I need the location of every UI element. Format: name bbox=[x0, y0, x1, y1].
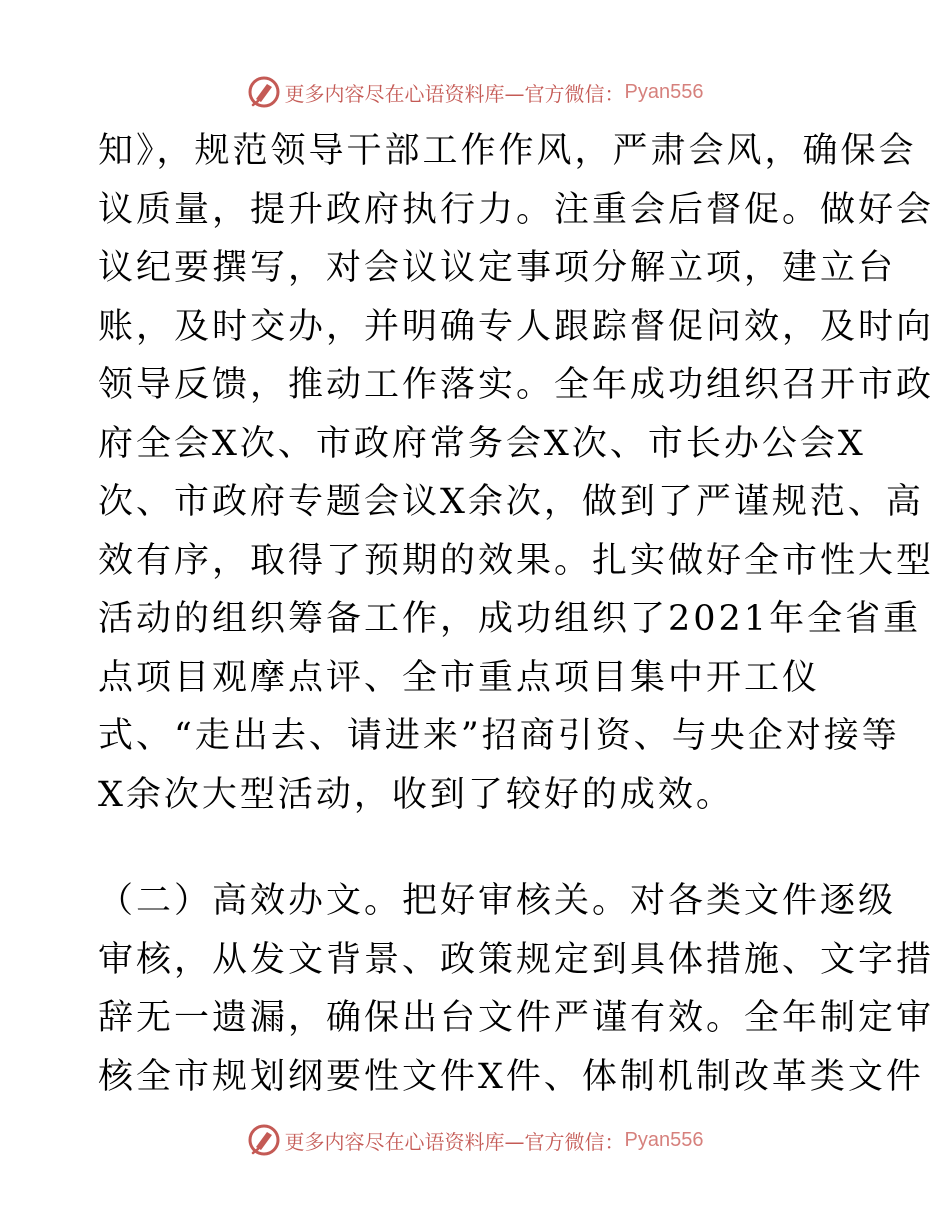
text-line: 知》，规范领导干部工作作风，严肃会风，确保会 bbox=[98, 131, 917, 171]
text-line: 账，及时交办，并明确专人跟踪督促问效，及时向 bbox=[98, 306, 935, 347]
seal-logo-icon bbox=[247, 75, 281, 109]
paragraph bbox=[98, 872, 935, 1106]
document-body bbox=[98, 122, 935, 1106]
text-line: X余次大型活动，收到了较好的成效。 bbox=[98, 774, 734, 815]
text-line: 领导反馈，推动工作落实。全年成功组织召开市政 bbox=[98, 365, 935, 405]
text-line: （二）高效办文。把好审核关。对各类文件逐级 bbox=[98, 881, 897, 921]
paragraph bbox=[98, 122, 935, 824]
text-line: 点项目观摩点评、全市重点项目集中开工仪 bbox=[98, 657, 821, 698]
watermark-text: 更多内容尽在心语资料库—官方微信： bbox=[284, 1129, 625, 1154]
text-line: 次、市政府专题会议X余次，做到了严谨规范、高 bbox=[98, 482, 924, 522]
watermark-id: Pyan556 bbox=[624, 80, 704, 103]
header-watermark bbox=[0, 72, 950, 112]
text-line: 议纪要撰写，对会议议定事项分解立项，建立台 bbox=[98, 248, 897, 288]
text-line: 议质量，提升政府执行力。注重会后督促。做好会 bbox=[98, 189, 935, 230]
text-line: 审核，从发文背景、政策规定到具体措施、文字措 bbox=[98, 939, 935, 980]
text-line: 核全市规划纲要性文件X件、体制机制改革类文件 bbox=[98, 1056, 924, 1097]
seal-logo-icon bbox=[247, 1123, 281, 1157]
watermark-text: 更多内容尽在心语资料库—官方微信： bbox=[284, 81, 625, 106]
watermark-id: Pyan556 bbox=[624, 1128, 704, 1151]
footer-watermark bbox=[0, 1120, 950, 1160]
text-line: 效有序，取得了预期的效果。扎实做好全市性大型 bbox=[98, 540, 935, 581]
paragraph-gap bbox=[98, 824, 858, 872]
text-line: 式、“走出去、请进来”招商引资、与央企对接等 bbox=[98, 716, 900, 756]
text-line: 辞无一遗漏，确保出台文件严谨有效。全年制定审 bbox=[98, 998, 935, 1038]
text-line: 府全会X次、市政府常务会X次、市长办公会X bbox=[98, 423, 866, 464]
text-line: 活动的组织筹备工作，成功组织了2021年全省重 bbox=[98, 599, 922, 639]
